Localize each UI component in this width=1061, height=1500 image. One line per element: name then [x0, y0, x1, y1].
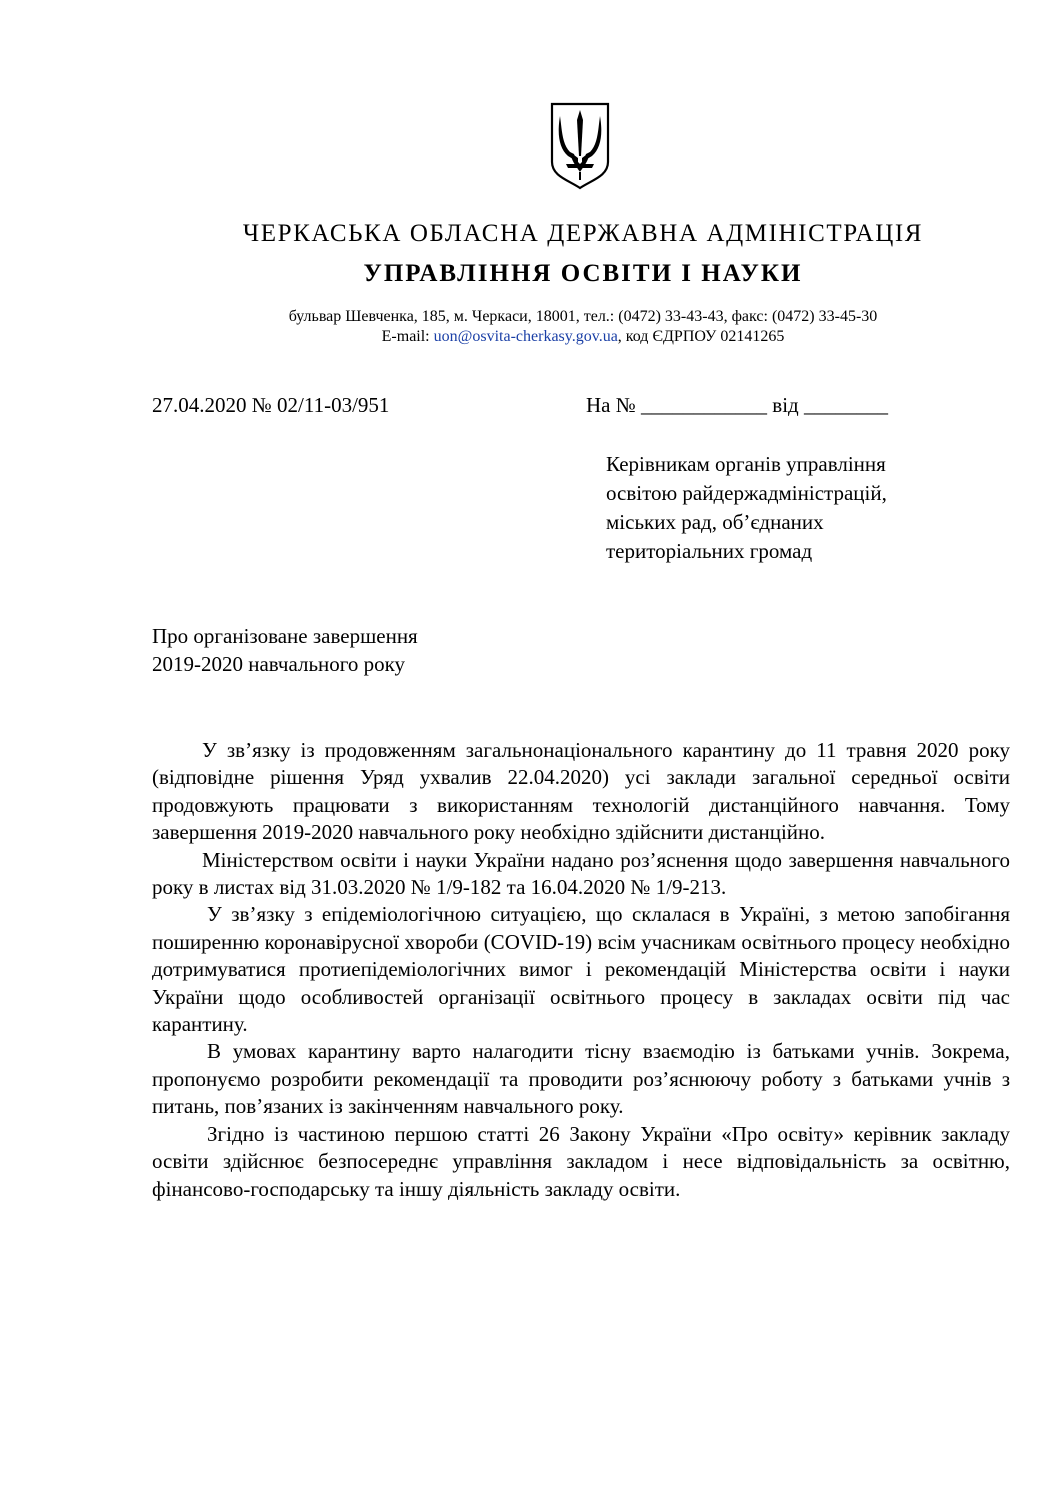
- addressee-line: міських рад, об’єднаних: [606, 510, 824, 534]
- addressee-block: [606, 450, 1026, 566]
- letter-body: [152, 737, 1010, 1203]
- email-label: E-mail:: [381, 328, 434, 345]
- body-paragraph: У зв’язку із продовженням загальнонаціонального карантину до 11 травня 2020 року (відповідне рішення Уряд ухвалив 22.04.2020) усі заклади загальної середньої освіти продовжують працювати з використанням технологій дистанційного навчання. Тому завершення 2019-2020 навчального року необхідно здійснити дистанційно.: [152, 738, 1010, 845]
- addressee-line: територіальних громад: [606, 539, 813, 563]
- outgoing-reference: 27.04.2020 № 02/11-03/951: [152, 393, 390, 417]
- body-paragraph: У зв’язку з епідеміологічною ситуацією, що склалася в Україні, з метою запобігання поширенню коронавірусної хвороби (COVID-19) всім учасникам освітнього процесу необхідно дотримуватися протиепідеміологічних вимог і рекомендацій Міністерства освіти і науки України щодо особливостей організації освітнього процесу в закладах освіти під час карантину.: [152, 902, 1010, 1037]
- tryzub-coat-of-arms-icon: [548, 100, 612, 190]
- addressee-line: освітою райдержадміністрацій,: [606, 481, 887, 505]
- body-paragraph: Міністерством освіти і науки України надано роз’яснення щодо завершення навчального року в листах від 31.03.2020 № 1/9-182 та 16.04.2020 № 1/9-213.: [152, 847, 1010, 900]
- incoming-reference: На № ____________ від ________: [586, 393, 888, 417]
- contact-line: [0, 328, 1061, 346]
- subject-line: 2019-2020 навчального року: [152, 652, 406, 676]
- address-line: бульвар Шевченка, 185, м. Черкаси, 18001, тел.: (0472) 33-43-43, факс: (0472) 33-45-30: [288, 308, 878, 325]
- email-link[interactable]: uon@osvita-cherkasy.gov.ua: [433, 328, 618, 345]
- body-paragraph: В умовах карантину варто налагодити тісну взаємодію із батьками учнів. Зокрема, пропонуємо розробити рекомендації та проводити роз’яснюючу роботу з батьками учнів з питань, пов’язаних із закінченням навчального року.: [152, 1039, 1010, 1119]
- body-paragraph: Згідно із частиною першою статті 26 Закону України «Про освіту» керівник закладу освіти здійснює безпосереднє управління закладом і несе відповідальність за освітню, фінансово-господарську та іншу діяльність закладу освіти.: [152, 1121, 1010, 1201]
- subject-block: [152, 622, 572, 678]
- addressee-line: Керівникам органів управління: [606, 452, 886, 476]
- department-name: УПРАВЛІННЯ ОСВІТИ І НАУКИ: [363, 260, 803, 287]
- edrpou-code: , код ЄДРПОУ 02141265: [617, 328, 785, 345]
- organization-name: ЧЕРКАСЬКА ОБЛАСНА ДЕРЖАВНА АДМІНІСТРАЦІЯ: [242, 220, 924, 247]
- subject-line: Про організоване завершення: [152, 624, 418, 648]
